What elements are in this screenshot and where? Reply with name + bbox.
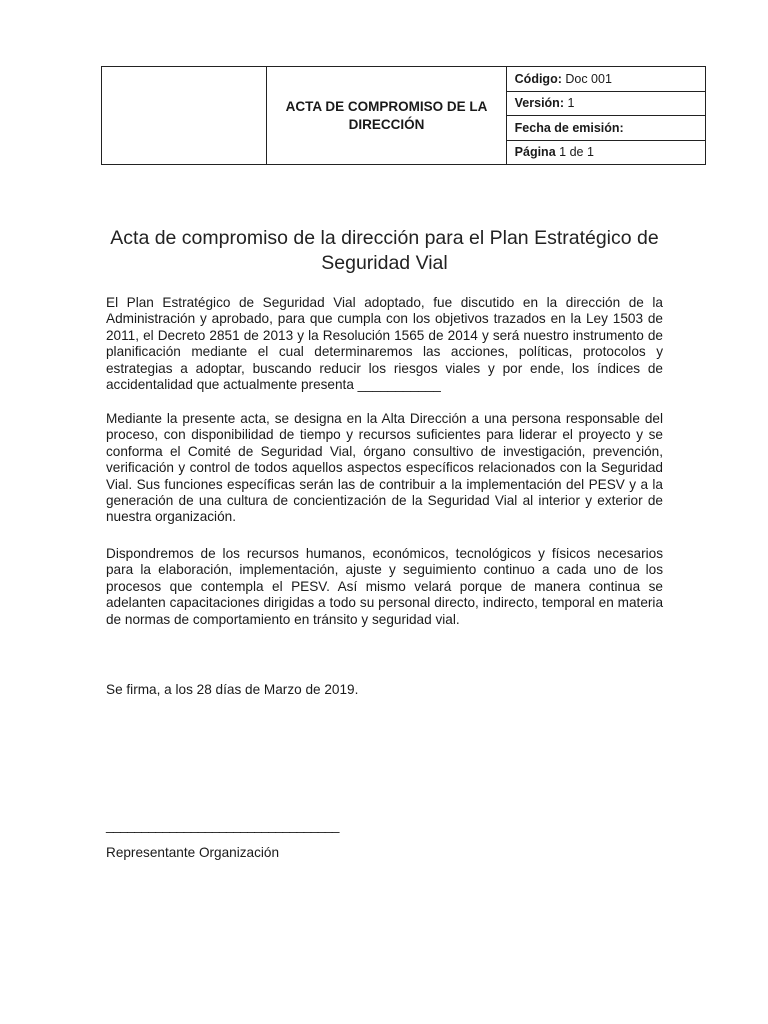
document-header-table xyxy=(101,66,706,165)
version-value: 1 xyxy=(567,96,575,111)
fecha-cell xyxy=(506,116,705,141)
logo-cell xyxy=(102,67,267,165)
codigo-value: Doc 001 xyxy=(565,71,612,86)
codigo-cell xyxy=(506,67,705,92)
signing-date-text: Se firma, a los 28 días de Marzo de 2019. xyxy=(106,682,359,697)
paragraph-1: El Plan Estratégico de Seguridad Vial adoptado, fue discutido en la dirección de la Administración y aprobado, para que cumpla con los objetivos trazados en la Ley 1503 de 2011, el Decreto 2851 de 2013 y la Resolución 1565 de 2014 y será nuestro instrumento de planificación mediante el cual determinaremos las acciones, políticas, protocolos y estrategias a adoptar, buscando reducir los riesgos viales y por ende, los índices de accidentalidad que actualmente presenta ___________ xyxy=(106,295,663,393)
version-cell xyxy=(506,91,705,116)
page-heading: Acta de compromiso de la dirección para el Plan Estratégico de Seguridad Vial xyxy=(110,227,659,274)
pagina-value: 1 de 1 xyxy=(559,145,594,160)
paragraph-2: Mediante la presente acta, se designa en la Alta Dirección a una persona responsable del proceso, con disponibilidad de tiempo y recursos suficientes para liderar el proyecto y se conforma el Comité de Seguridad Vial, órgano consultivo de investigación, prevención, verificación y control de todos aquellos aspectos específicos relacionados con la Seguridad Vial. Sus funciones específicas serán las de contribuir a la implementación del PESV y a la generación de una cultura de concientización de la Seguridad Vial al interior y exterior de nuestra organización. xyxy=(106,411,663,525)
signature-line: _________________________________ xyxy=(106,818,339,833)
paragraph-3: Dispondremos de los recursos humanos, económicos, tecnológicos y físicos necesarios para la elaboración, implementación, ajuste y seguimiento continuo a cada uno de los procesos que contempla el PESV. Así mismo velará porque de manera continua se adelanten capacitaciones dirigidas a todo su personal directo, indirecto, temporal en materia de normas de comportamiento en tránsito y seguridad vial. xyxy=(106,546,663,627)
version-label: Versión: xyxy=(514,96,564,111)
pagina-label: Página xyxy=(514,145,556,160)
fecha-label: Fecha de emisión: xyxy=(514,120,624,135)
signature-name: Representante Organización xyxy=(106,845,280,860)
pagina-cell xyxy=(506,140,705,165)
document-title: ACTA DE COMPROMISO DE LA DIRECCIÓN xyxy=(267,67,506,165)
codigo-label: Código: xyxy=(514,71,562,86)
